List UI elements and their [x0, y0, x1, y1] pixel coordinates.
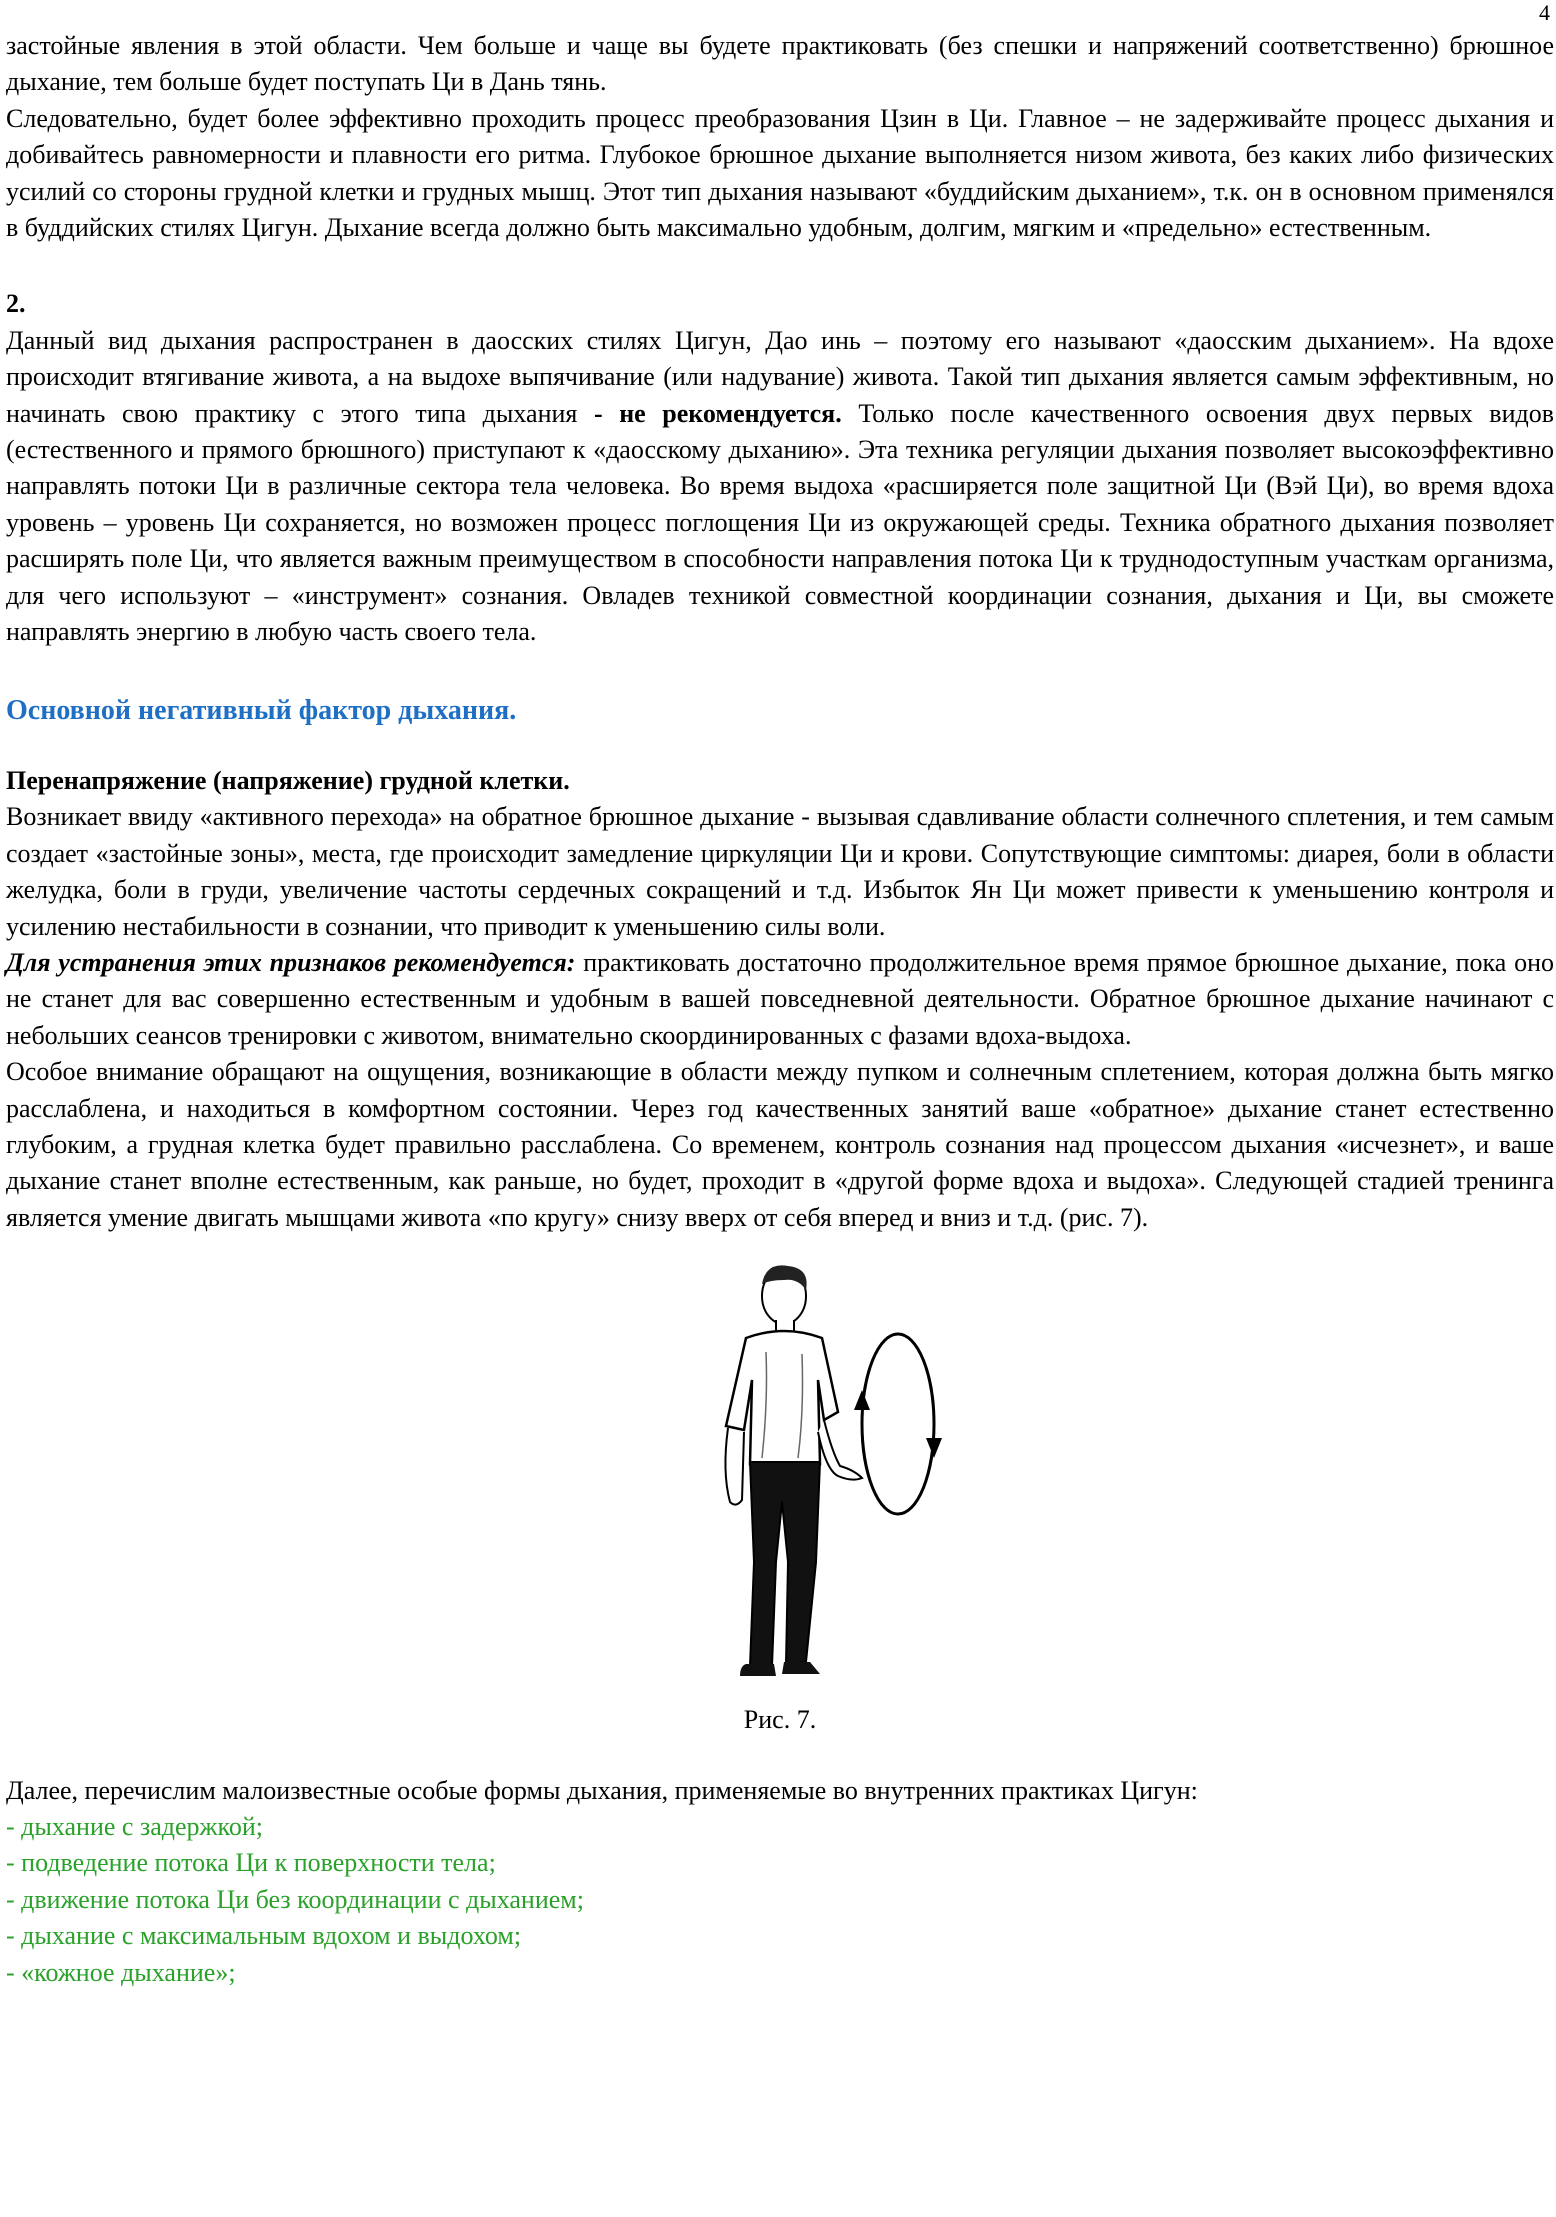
arrow-down-icon [926, 1438, 942, 1458]
paragraph [6, 323, 1554, 651]
list-item: - движение потока Ци без координации с дыханием; [6, 1884, 584, 1914]
page-content [6, 28, 1554, 1991]
recommendation-lead: Для устранения этих признаков рекомендуется: [6, 947, 576, 977]
subheading: Перенапряжение (напряжение) грудной клетки. [6, 765, 570, 795]
paragraph-text: практиковать достаточно продолжительное время прямое брюшное дыхание, пока оно не станет для вас совершенно естественным и удобным в вашей повседневной деятельности. Обратное брюшное дыхание начинают с небольших сеансов тренировки с животом, внимательно скоординированных с фазами вдоха-выдоха. [6, 947, 1554, 1050]
section-number: 2. [6, 289, 26, 319]
page-number: 4 [1539, 0, 1550, 25]
paragraph-text: Только после качественного освоения двух первых видов (естественного и прямого брюшного) приступают к «даосскому дыханию». Эта техника регуляции дыхания позволяет высокоэффективно направлять потоки Ци в различные сектора тела человека. Во время выдоха «расширяется поле защитной Ци (Вэй Ци), во время вдоха уровень – уровень Ци сохраняется, но возможен процесс поглощения Ци из окружающей среды. Техника обратного дыхания позволяет расширять поле Ци, что является важным преимуществом в способности направления потока Ци к труднодоступным участкам организма, для чего используют – «инструмент» сознания. Овладев техникой совместной координации сознания, дыхания и Ци, вы сможете направлять энергию в любую часть своего тела. [6, 398, 1554, 647]
list-item: - «кожное дыхание»; [6, 1957, 236, 1987]
paragraph: Следовательно, будет более эффективно проходить процесс преобразования Цзин в Ци. Главное – не задерживайте процесс дыхания и добивайтесь равномерности и плавности его ритма. Глубокое брюшное дыхание выполняется низом живота, без каких либо физических усилий со стороны грудной клетки и грудных мышц. Этот тип дыхания называют «буддийским дыханием», т.к. он в основном применялся в буддийских стилях Цигун. Дыхание всегда должно быть максимально удобным, долгим, мягким и «предельно» естественным. [6, 103, 1554, 243]
figure-caption: Рис. 7. [743, 1705, 817, 1735]
paragraph: застойные явления в этой области. Чем больше и чаще вы будете практиковать (без спешки и напряжений соответственно) брюшное дыхание, тем больше будет поступать Ци в Дань тянь. [6, 31, 1554, 97]
standing-person-illustration [706, 1262, 986, 1702]
warning-text: - не рекомендуется. [577, 398, 842, 428]
list-item: - дыхание с максимальным вдохом и выдохом; [6, 1921, 522, 1951]
breathing-forms-list [6, 1809, 1554, 1991]
section-title: Основной негативный фактор дыхания. [6, 694, 517, 726]
list-item: - подведение потока Ци к поверхности тела; [6, 1848, 496, 1878]
circular-arrow-icon [862, 1334, 934, 1514]
arrow-up-icon [854, 1390, 870, 1410]
list-item: - дыхание с задержкой; [6, 1812, 263, 1841]
figure-7 [6, 1262, 1554, 1702]
paragraph: Особое внимание обращают на ощущения, возникающие в области между пупком и солнечным сплетением, которая должна быть мягко расслаблена, и находиться в комфортном состоянии. Через год качественных занятий ваше «обратное» дыхание станет естественно глубоким, а грудная клетка будет правильно расслаблена. Со временем, контроль сознания над процессом дыхания «исчезнет», и ваше дыхание станет вполне естественным, как раньше, но будет, проходит в «другой форме вдоха и выдоха». Следующей стадией тренинга является умение двигать мышцами живота «по кругу» снизу вверх от себя вперед и вниз и т.д. (рис. 7). [6, 1057, 1554, 1232]
paragraph: Возникает ввиду «активного перехода» на обратное брюшное дыхание - вызывая сдавливание области солнечного сплетения, и тем самым создает «застойные зоны», места, где происходит замедление циркуляции Ци и крови. Сопутствующие симптомы: диарея, боли в области желудка, боли в груди, увеличение частоты сердечных сокращений и т.д. Избыток Ян Ци может привести к уменьшению контроля и усилению нестабильности в сознании, что приводит к уменьшению силы воли. [6, 802, 1554, 941]
paragraph: Далее, перечислим малоизвестные особые формы дыхания, применяемые во внутренних практиках Цигун: [6, 1775, 1198, 1805]
paragraph [6, 945, 1554, 1054]
paragraph-text: Данный вид дыхания распространен в даосских стилях Цигун, Дао инь – поэтому его называют «даосским дыханием». На вдохе происходит втягивание живота, а на выдохе выпячивание (или надувание) живота. Такой тип дыхания является самым эффективным, но начинать свою практику с этого типа дыхания [6, 325, 1554, 428]
